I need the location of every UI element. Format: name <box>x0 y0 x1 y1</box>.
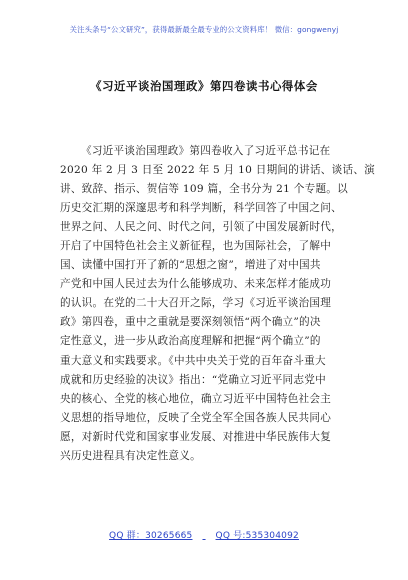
body-line: 央的核心、全党的核心地位，确立习近平中国特色社会主 <box>60 392 332 405</box>
body-line: 兴历史进程具有决定性意义。 <box>60 449 201 462</box>
body-line: 定性意义，进一步从政治高度理解和把握“两个确立”的 <box>60 335 321 348</box>
body-line: 世界之问、人民之问、时代之问，引领了中国发展新时代， <box>60 221 342 234</box>
qq-number-label: QQ 号:535304092 <box>215 531 299 541</box>
body-line: 成就和历史经验的决议》指出：“党确立习近平同志党中 <box>60 373 326 386</box>
qq-group-label: QQ 群：30265665 <box>109 531 193 541</box>
footer-contact <box>0 528 408 541</box>
body-line: 政》第四卷，重中之重就是要深刻领悟“两个确立”的决 <box>60 316 321 329</box>
body-line: 的认识。在党的二十大召开之际，学习《习近平谈治国理 <box>60 297 332 310</box>
document-title: 《习近平谈治国理政》第四卷读书心得体会 <box>90 79 318 93</box>
body-line: 愿，对新时代党和国家事业发展、对推进中华民族伟大复 <box>60 430 332 443</box>
document-body <box>60 142 376 466</box>
body-line: 讲、致辞、指示、贺信等 109 篇，全书分为 21 个专题。以 <box>60 183 348 196</box>
header-banner: 关注头条号“公文研究”，获得最新最全最专业的公文资料库！ 微信：gongwenyj <box>69 25 339 34</box>
body-line: 重大意义和实践要求。《中共中央关于党的百年奋斗重大 <box>60 354 326 367</box>
body-line: 国、读懂中国打开了新的“思想之窗”，增进了对中国共 <box>60 259 321 272</box>
body-line: 历史交汇期的深邃思考和科学判断，科学回答了中国之问、 <box>60 202 342 215</box>
body-line: 开启了中国特色社会主义新征程，也为国际社会，了解中 <box>60 240 332 253</box>
body-line: 2020 年 2 月 3 日至 2022 年 5 月 10 日期间的讲话、谈话、演 <box>60 164 376 177</box>
body-line: 义思想的指导地位，反映了全党全军全国各族人民共同心 <box>60 411 332 424</box>
body-line: 《习近平谈治国理政》第四卷收入了习近平总书记在 <box>81 145 331 157</box>
body-line: 产党和中国人民过去为什么能够成功、未来怎样才能成功 <box>60 278 332 291</box>
